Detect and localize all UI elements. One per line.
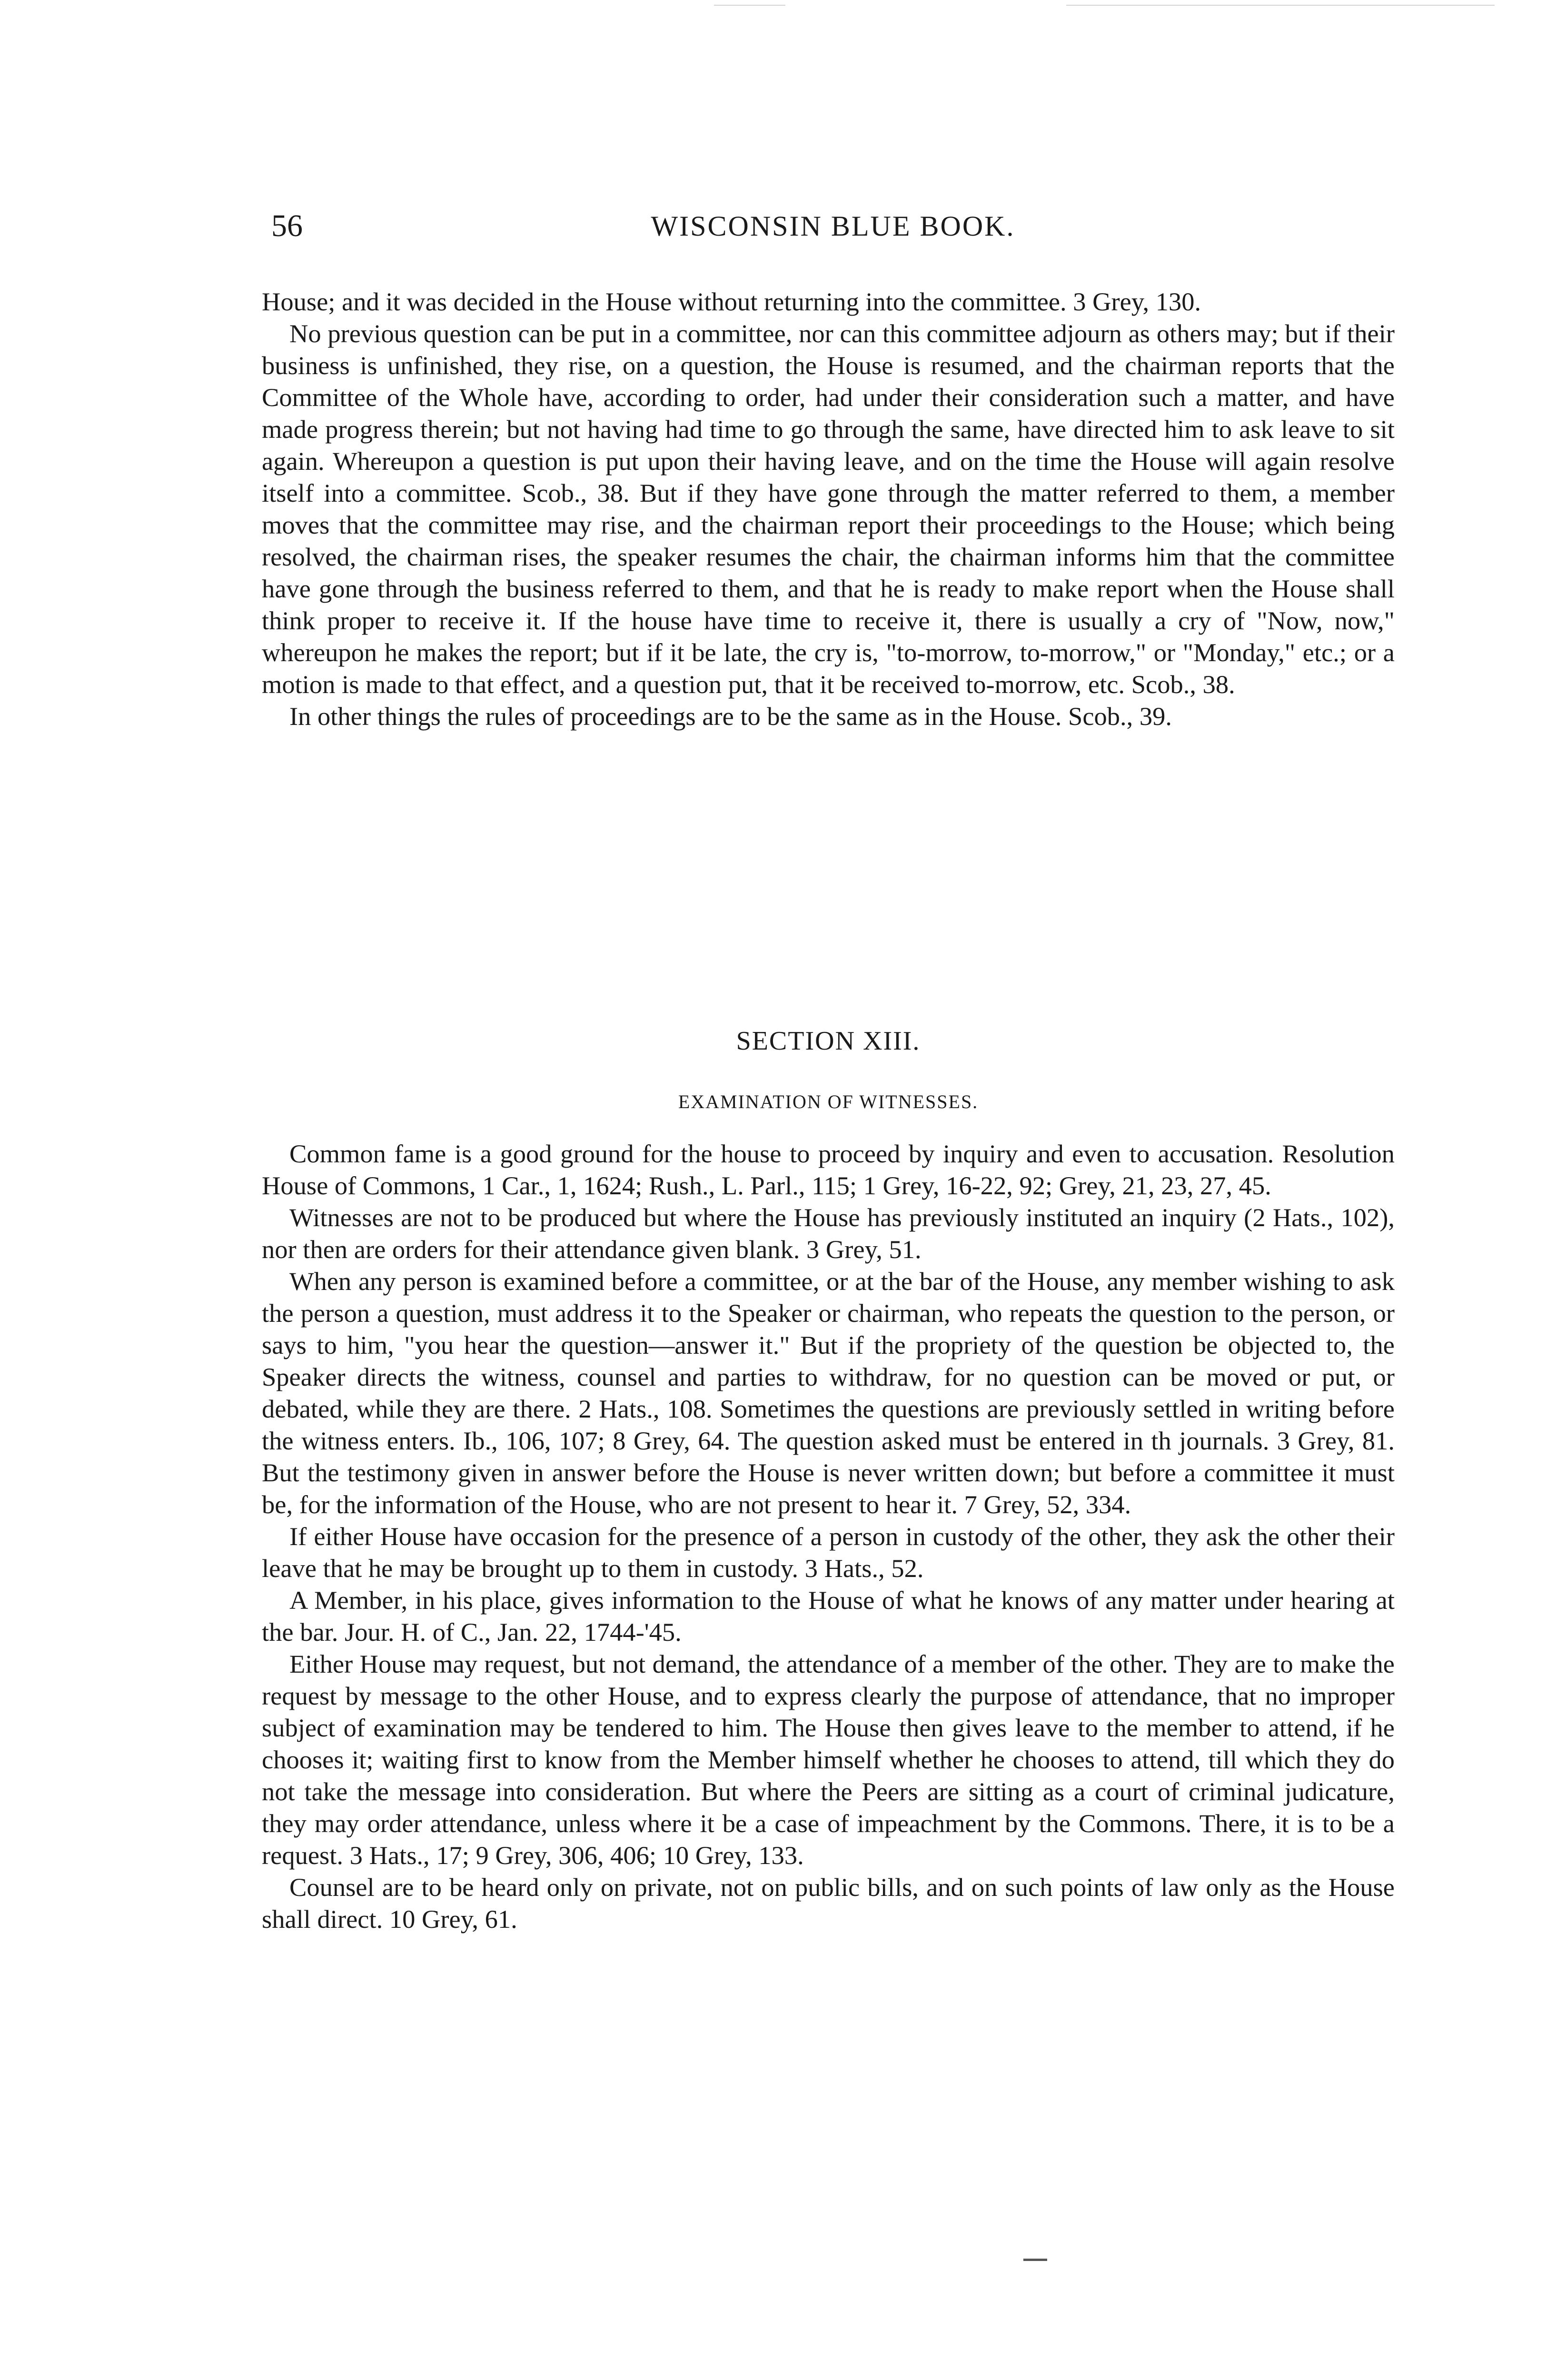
paragraph: Either House may request, but not demand, the attendance of a member of the other. They are to make the request by message to the other House, and to express clearly the purpose of attendance, that no improper subject of examination may be tendered to him. The House then gives leave to the member to attend, if he chooses it; waiting first to know from the Member himself whether he chooses to attend, till which they do not take the message into consideration. But where the Peers are sitting as a court of criminal judicature, they may order attendance, unless where it be a case of impeachment by the Commons. There, it is to be a request. 3 Hats., 17; 9 Grey, 306, 406; 10 Grey, 133.: [262, 1649, 1395, 1870]
paragraph: House; and it was decided in the House without returning into the committee. 3 Grey, 130.: [262, 287, 1201, 316]
paragraph: If either House have occasion for the presence of a person in custody of the other, they ask the other their leave that he may be brought up to them in custody. 3 Hats., 52.: [262, 1522, 1395, 1583]
paragraph: Witnesses are not to be produced but where the House has previously instituted an inquiry (2 Hats., 102), nor then are orders for their attendance given blank. 3 Grey, 51.: [262, 1203, 1395, 1264]
page-header: [271, 205, 1395, 248]
section-subheading: EXAMINATION OF WITNESSES.: [678, 1091, 979, 1112]
page-number: 56: [271, 208, 303, 243]
paragraph: A Member, in his place, gives information to the House of what he knows of any matter under hearing at the bar. Jour. H. of C., Jan. 22, 1744-'45.: [262, 1586, 1395, 1646]
paragraph: When any person is examined before a committee, or at the bar of the House, any member wishing to ask the person a question, must address it to the Speaker or chairman, who repeats the question to the person, or says to him, "you hear the question—answer it." But if the propriety of the question be objected to, the Speaker directs the witness, counsel and parties to withdraw, for no question can be moved or put, or debated, while they are there. 2 Hats., 108. Sometimes the questions are previously settled in writing before the witness enters. Ib., 106, 107; 8 Grey, 64. The question asked must be entered in th journals. 3 Grey, 81. But the testimony given in answer before the House is never written down; but before a committee it must be, for the information of the House, who are not present to hear it. 7 Grey, 52, 334.: [262, 1267, 1395, 1519]
scan-artifact: [714, 5, 785, 6]
paragraph: Common fame is a good ground for the house to proceed by inquiry and even to accusation. Resolution House of Commons, 1 Car., 1, 1624; Rush., L. Parl., 115; 1 Grey, 16-22, 92; Grey, 21, 23, 27, 45.: [262, 1139, 1395, 1200]
end-mark: [1023, 2259, 1047, 2261]
scan-artifact: [1066, 5, 1495, 6]
paragraph: Counsel are to be heard only on private, not on public bills, and on such points of law only as the House shall direct. 10 Grey, 61.: [262, 1873, 1395, 1934]
paragraph: In other things the rules of proceedings are to be the same as in the House. Scob., 39.: [289, 702, 1172, 731]
running-head: WISCONSIN BLUE BOOK.: [651, 210, 1015, 242]
text-block-before-section: [262, 286, 1395, 732]
paragraph: No previous question can be put in a committee, nor can this committee adjourn as others may; but if their business is unfinished, they rise, on a question, the House is resumed, and the chairman reports that the Committee of the Whole have, according to order, had under their consideration such a matter, and have made progress therein; but not having had time to go through the same, have directed him to ask leave to sit again. Whereupon a question is put upon their having leave, and on the time the House will again resolve itself into a committee. Scob., 38. But if they have gone through the matter referred to them, a member moves that the committee may rise, and the chairman report their proceedings to the House; which being resolved, the chairman rises, the speaker resumes the chair, the chairman informs him that the committee have gone through the business referred to them, and that he is ready to make report when the House shall think proper to receive it. If the house have time to receive it, there is usually a cry of "Now, now," whereupon he makes the report; but if it be late, the cry is, "to-morrow, to-morrow," or "Monday," etc.; or a motion is made to that effect, and a question put, that it be received to-morrow, etc. Scob., 38.: [262, 319, 1395, 699]
text-block-section-xiii: [262, 1138, 1395, 1935]
section-heading: SECTION XIII.: [736, 1026, 921, 1056]
